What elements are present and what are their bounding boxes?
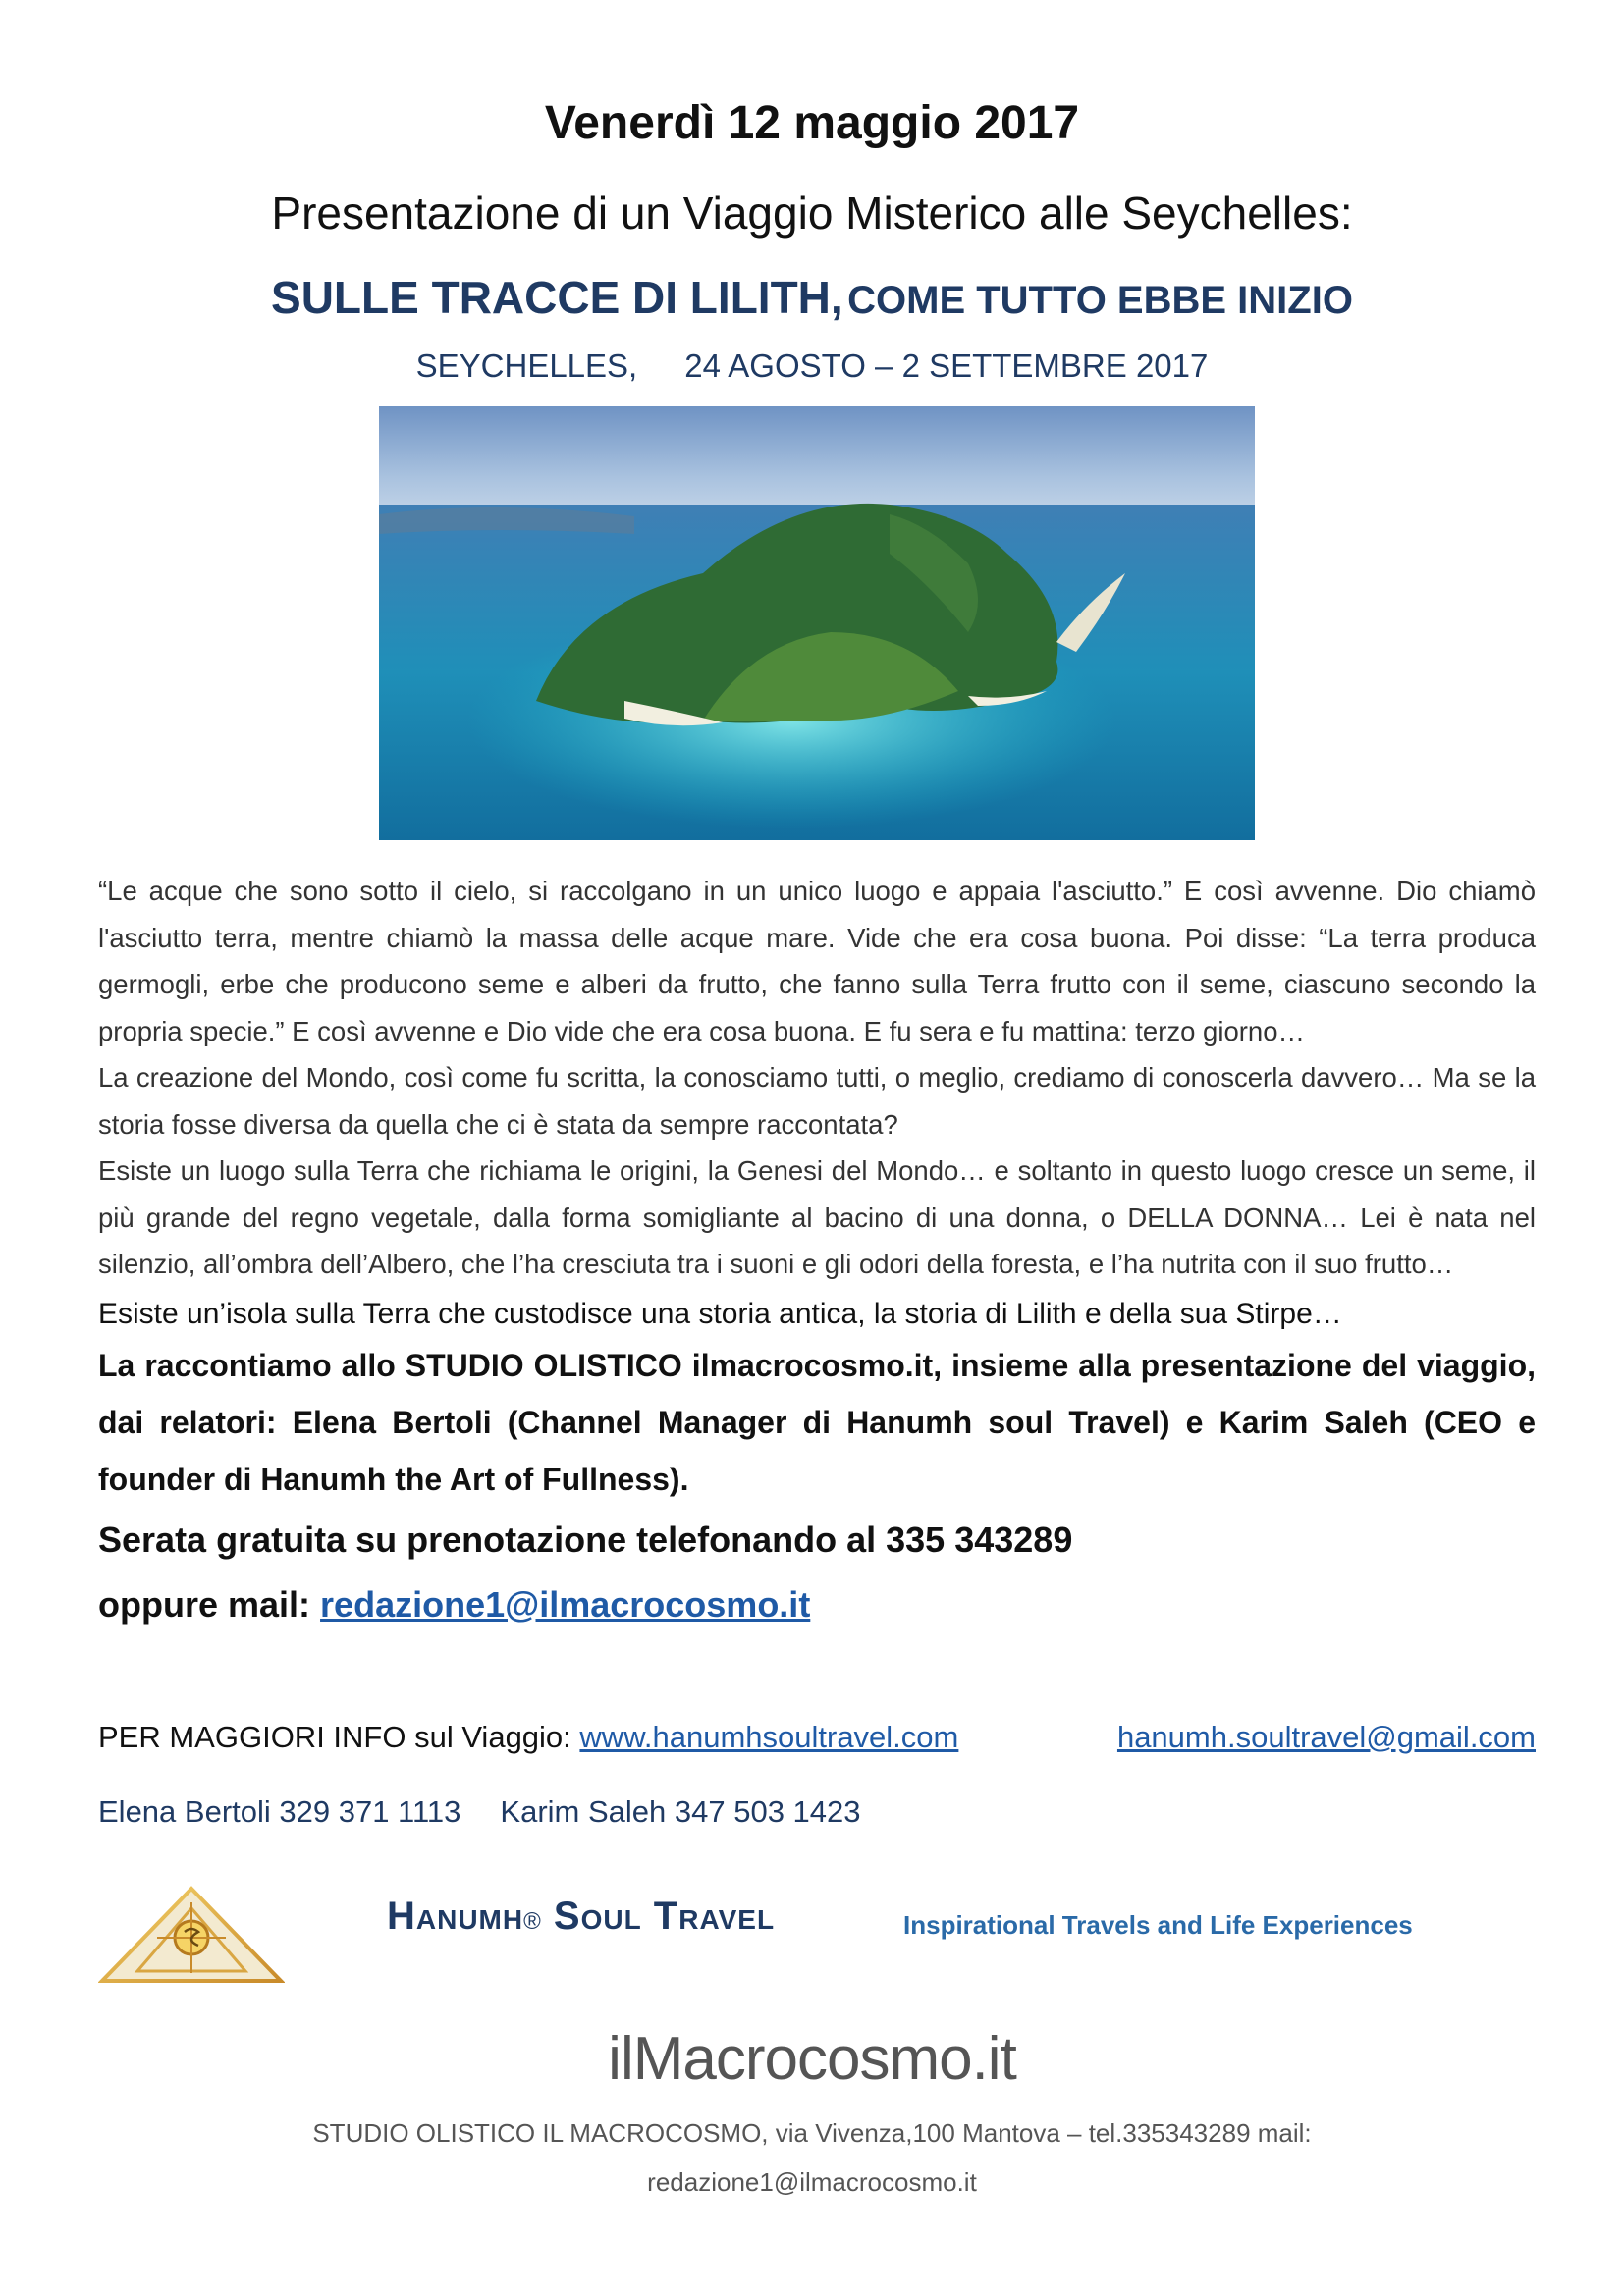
mail-line [98,1584,810,1626]
subtitle: Presentazione di un Viaggio Misterico alle Seychelles: [271,187,1353,239]
intro-text [98,868,1536,1288]
headline-rest: COME TUTTO EBBE INIZIO [847,279,1353,322]
mail-label: oppure mail: [98,1584,311,1625]
presentation-details: La raccontiamo allo STUDIO OLISTICO ilmacrocosmo.it, insieme alla presentazione del viaggio, dai relatori: Elena Bertoli (Channel Manager di Hanumh soul Travel) e Karim Saleh (CEO e founder di Hanumh the Art of Fullness). [98,1348,1536,1497]
trip-date-range: 24 AGOSTO – 2 SETTEMBRE 2017 [684,347,1209,384]
island-line: Esiste un’isola sulla Terra che custodisce una storia antica, la storia di Lilith e della sua Stirpe… [98,1298,1342,1330]
macrocosmo-logo: ilMacrocosmo.it [608,2025,1016,2093]
intro-paragraph-3: Esiste un luogo sulla Terra che richiama le origini, la Genesi del Mondo… e soltanto in questo luogo cresce un seme, il più grande del regno vegetale, dalla forma somigliante al bacino di una donna, o DELLA DONNA… Lei è nata nel silenzio, all’ombra dell’Albero, che l’ha cresciuta tra i suoni e gli odori della foresta, e l’ha nutrita con il suo frutto… [98,1155,1536,1279]
free-evening-line: Serata gratuita su prenotazione telefonando al 335 343289 [98,1520,1073,1560]
brand-name-part2: Soul Travel [553,1895,776,1938]
info-label: PER MAGGIORI INFO sul Viaggio: [98,1720,571,1754]
info-line [98,1720,1536,1755]
footer-address: STUDIO OLISTICO IL MACROCOSMO, via Vivenza,100 Mantova – tel.335343289 mail: [312,2118,1312,2148]
event-details [98,1292,1536,1508]
brand-tagline: Inspirational Travels and Life Experiences [903,1910,1413,1940]
website-link[interactable]: www.hanumhsoultravel.com [579,1720,959,1754]
mail-link[interactable]: redazione1@ilmacrocosmo.it [320,1584,811,1625]
footer-email: redazione1@ilmacrocosmo.it [647,2167,977,2197]
registered-mark: ® [523,1908,542,1935]
brand-name-part1: Hanumh [387,1895,524,1938]
trip-location: SEYCHELLES, [415,347,638,384]
event-date: Venerdì 12 maggio 2017 [544,97,1080,149]
hanumh-brand-name [387,1895,775,1939]
contact-karim: Karim Saleh 347 503 1423 [500,1794,861,1829]
gmail-link[interactable]: hanumh.soultravel@gmail.com [1116,1720,1536,1754]
headline-main: SULLE TRACCE DI LILITH, [271,272,843,323]
island-photo [379,406,1255,840]
hanumh-logo-icon [98,1883,285,1991]
trip-dates [0,347,1624,385]
headline [0,271,1624,324]
contact-elena: Elena Bertoli 329 371 1113 [98,1794,461,1829]
contacts-line [98,1794,861,1830]
intro-paragraph-1: “Le acque che sono sotto il cielo, si raccolgano in un unico luogo e appaia l'asciutto.” E così avvenne. Dio chiamò l'asciutto terra, mentre chiamò la massa delle acque mare. Vide che era cosa buona. Poi disse: “La terra produca germogli, erbe che producono seme e alberi da frutto, che fanno sulla Terra frutto con il seme, ciascuno secondo la propria specie.” E così avvenne e Dio vide che era cosa buona. E fu sera e fu mattina: terzo giorno… [98,876,1536,1046]
intro-paragraph-2: La creazione del Mondo, così come fu scritta, la conosciamo tutti, o meglio, crediamo di conoscerla davvero… Ma se la storia fosse diversa da quella che ci è stata da sempre raccontata? [98,1062,1536,1140]
